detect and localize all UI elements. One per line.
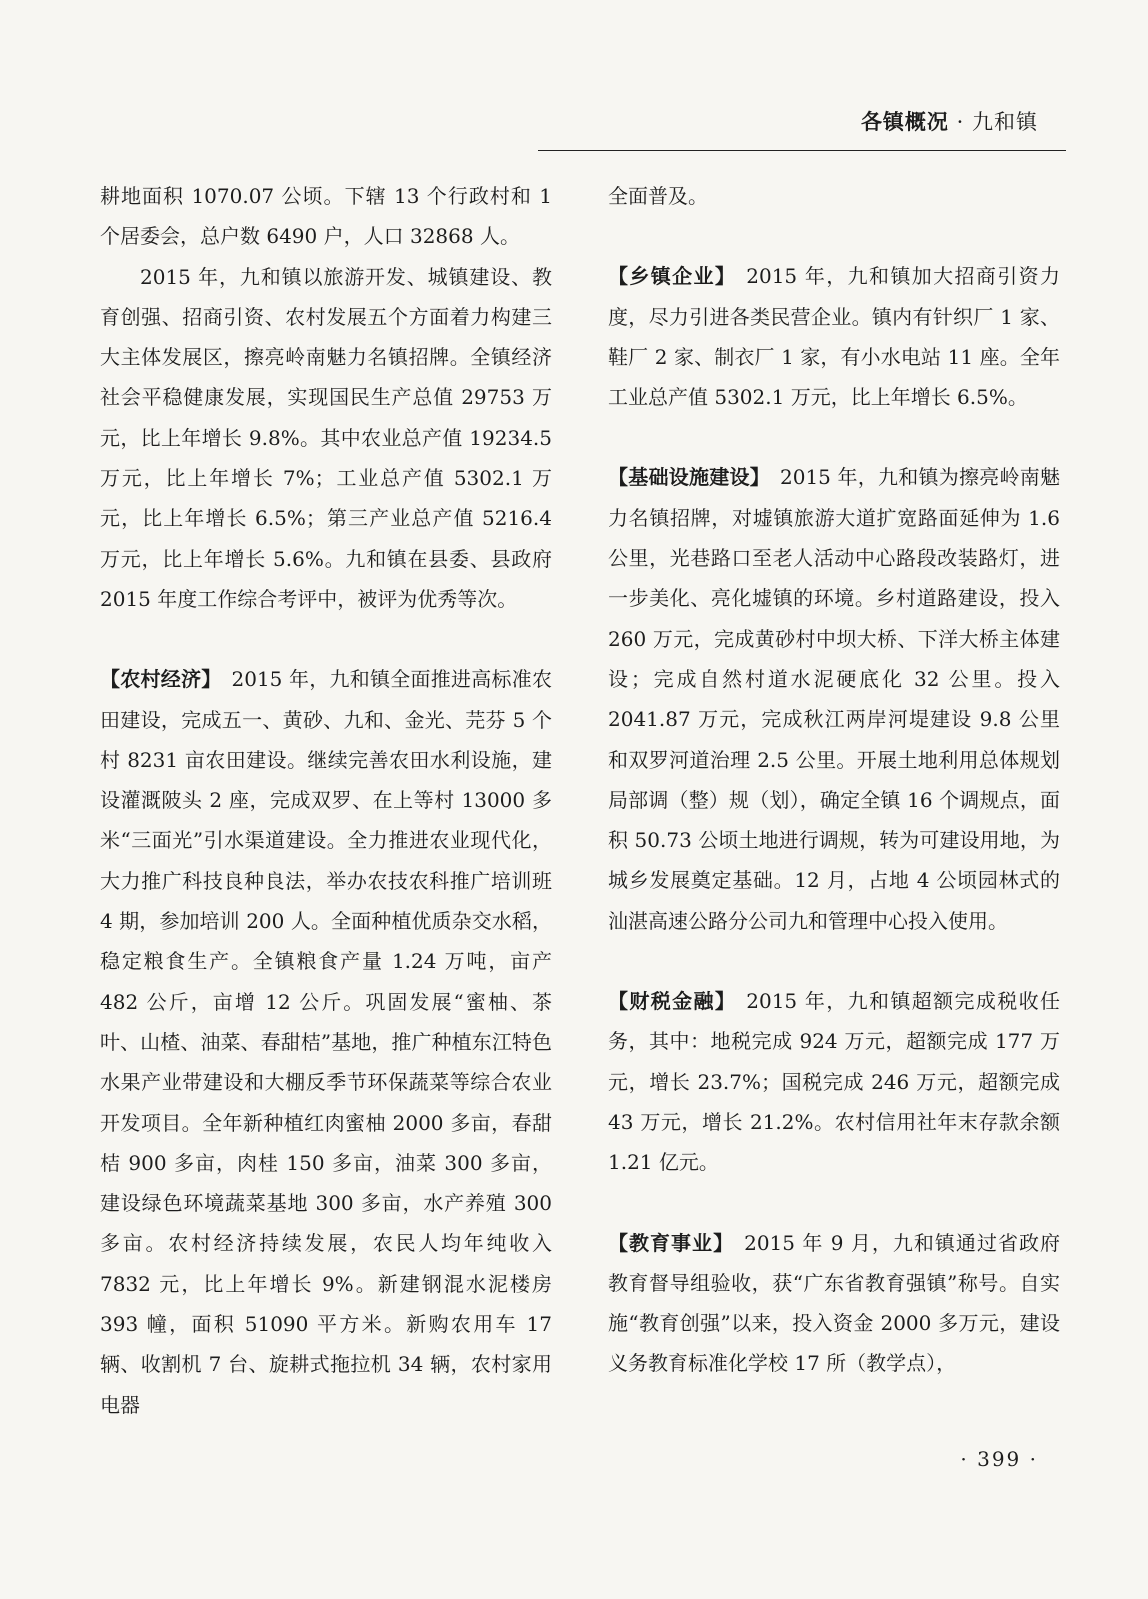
- section-township-enterprise: [608, 256, 1060, 417]
- section-text: 2015 年，九和镇全面推进高标准农田建设，完成五一、黄砂、九和、金光、芫芬 5 个村 8231 亩农田建设。继续完善农田水利设施，建设灌溉陂头 2 座，完成双罗、在上等村 13000 多米“三面光”引水渠道建设。全力推进农业现代化，大力推广科技良种良法，举办农技农科推广培训班 4 期，参加培训 200 人。全面种植优质杂交水稻，稳定粮食生产。全镇粮食产量 1.24 万吨，亩产 482 公斤，亩增 12 公斤。巩固发展“蜜柚、茶叶、山楂、油菜、春甜桔”基地，推广种植东江特色水果产业带建设和大棚反季节环保蔬菜等综合农业开发项目。全年新种植红肉蜜柚 2000 多亩，春甜桔 900 多亩，肉桂 150 多亩，油菜 300 多亩，建设绿色环境蔬菜基地 300 多亩，水产养殖 300 多亩。农村经济持续发展，农民人均年纯收入 7832 元，比上年增长 9%。新建钢混水泥楼房 393 幢，面积 51090 平方米。新购农用车 17 辆、收割机 7 台、旋耕式拖拉机 34 辆，农村家用电器: [100, 667, 552, 1417]
- section-rural-economy: [100, 659, 552, 1425]
- section-title: 各镇概况: [860, 110, 949, 134]
- paragraph-continuation: 全面普及。: [608, 184, 708, 208]
- section-text: 2015 年，九和镇加大招商引资力度，尽力引进各类民营企业。镇内有针织厂 1 家、鞋厂 2 家、制衣厂 1 家，有小水电站 11 座。全年工业总产值 5302.1 万元，比上年增长 6.5%。: [608, 264, 1060, 410]
- section-heading: 【乡镇企业】: [608, 264, 737, 289]
- paragraph-overview: 2015 年，九和镇以旅游开发、城镇建设、教育创强、招商引资、农村发展五个方面着力构建三大主体发展区，擦亮岭南魅力名镇招牌。全镇经济社会平稳健康发展，实现国民生产总值 29753 万元，比上年增长 9.8%。其中农业总产值 19234.5 万元，比上年增长 7%；工业总产值 5302.1 万元，比上年增长 6.5%；第三产业总产值 5216.4 万元，比上年增长 5.6%。九和镇在县委、县政府 2015 年度工作综合考评中，被评为优秀等次。: [100, 264, 552, 611]
- section-heading: 【农村经济】: [100, 667, 222, 692]
- right-column: [608, 176, 1060, 1384]
- paragraph-land: 耕地面积 1070.07 公顷。下辖 13 个行政村和 1 个居委会，总户数 6490 户，人口 32868 人。: [100, 184, 552, 249]
- section-text: 2015 年，九和镇为擦亮岭南魅力名镇招牌，对墟镇旅游大道扩宽路面延伸为 1.6 公里，光巷路口至老人活动中心路段改装路灯，进一步美化、亮化墟镇的环境。乡村道路建设，投入 260 万元，完成黄砂村中坝大桥、下洋大桥主体建设；完成自然村道水泥硬底化 32 公里。投入 2041.87 万元，完成秋江两岸河堤建设 9.8 公里和双罗河道治理 2.5 公里。开展土地利用总体规划局部调（整）规（划），确定全镇 16 个调规点，面积 50.73 公顷土地进行调规，转为可建设用地，为城乡发展奠定基础。12 月，占地 4 公顷园林式的汕湛高速公路分公司九和管理中心投入使用。: [608, 465, 1060, 933]
- left-column: [100, 176, 552, 1425]
- section-finance-tax: [608, 981, 1060, 1182]
- section-text: 2015 年，九和镇超额完成税收任务，其中：地税完成 924 万元，超额完成 177 万元，增长 23.7%；国税完成 246 万元，超额完成 43 万元，增长 21.2%。农村信用社年末存款余额 1.21 亿元。: [608, 989, 1060, 1175]
- town-title: 九和镇: [972, 110, 1038, 134]
- page-number: · 399 ·: [960, 1447, 1038, 1471]
- header-rule: [538, 150, 1066, 151]
- section-heading: 【教育事业】: [608, 1230, 735, 1255]
- section-education: [608, 1223, 1060, 1384]
- section-text: 2015 年 9 月，九和镇通过省政府教育督导组验收，获“广东省教育强镇”称号。自实施“教育创强”以来，投入资金 2000 多万元，建设义务教育标准化学校 17 所（教学点），: [608, 1230, 1060, 1376]
- section-heading: 【基础设施建设】: [608, 465, 770, 490]
- running-header: [861, 106, 1038, 136]
- section-infrastructure: [608, 457, 1060, 941]
- section-heading: 【财税金融】: [608, 989, 737, 1014]
- header-separator: ·: [956, 110, 965, 134]
